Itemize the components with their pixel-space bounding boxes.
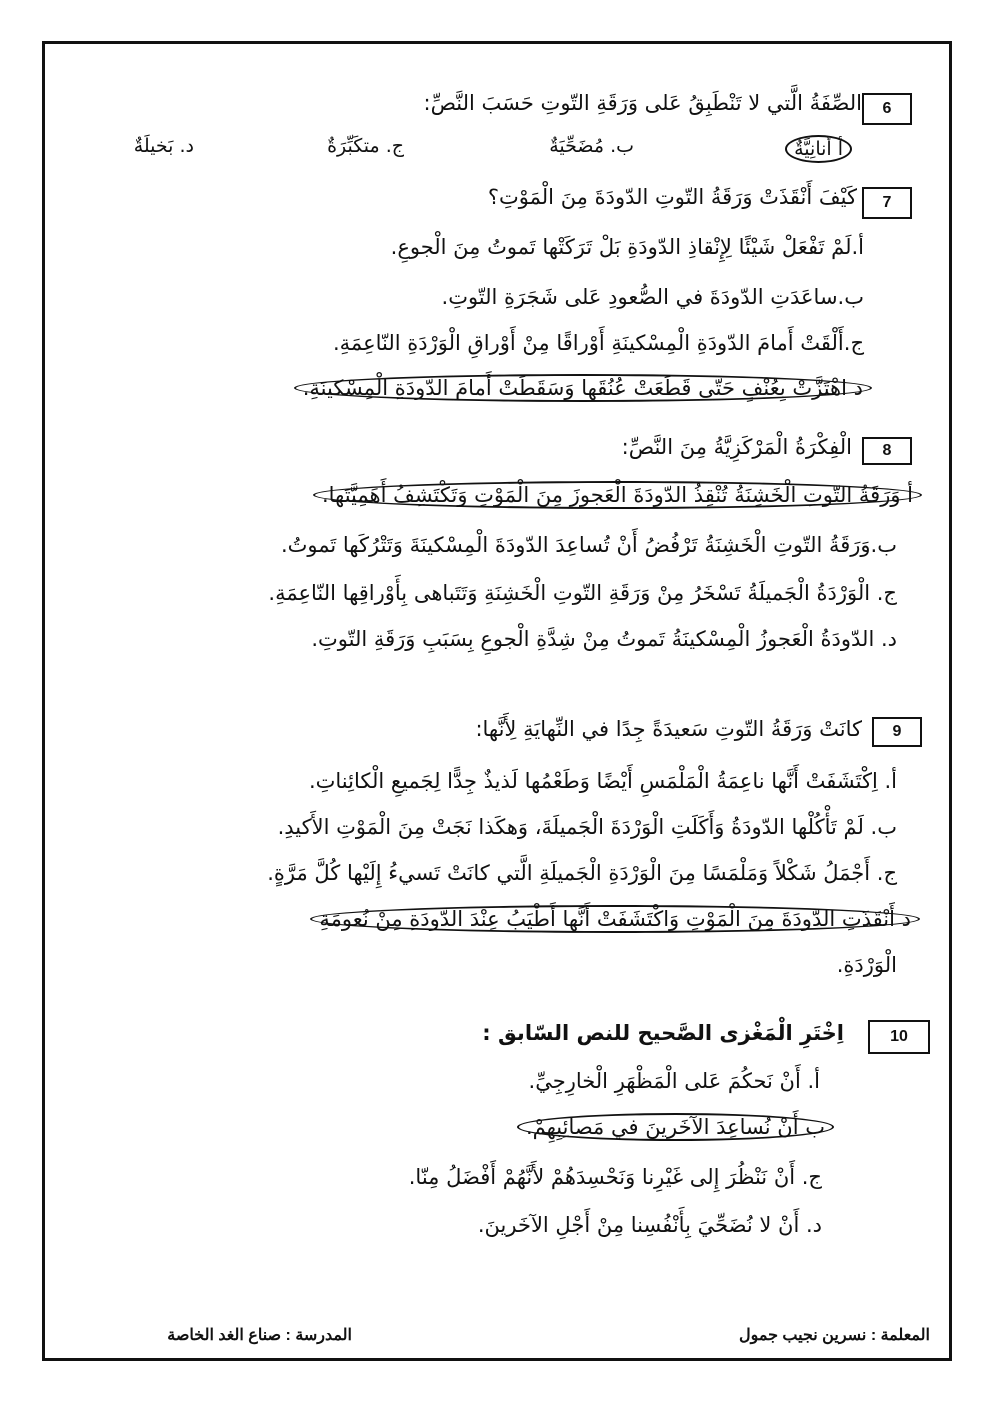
q7-option-a: أ.لَمْ تَفْعَلْ شَيْئًا لِإِنْقاذِ الدّودَةِ بَلْ تَرَكَتْها تَموتُ مِنَ الْجوعِ. bbox=[390, 235, 864, 259]
q6-option-c: ج. متكَبِّرَةٌ bbox=[327, 135, 404, 157]
question-10-stem: اِخْتَرِ الْمَغْزى الصَّحيح للنص السّابق : bbox=[482, 1021, 844, 1045]
q8-option-b: ب.وَرَقَةُ التّوتِ الْخَشِنَةُ تَرْفُضُ أَنْ تُساعِدَ الدّودَةَ الْمِسْكينَةَ وَتَتْرُكَها تَموتُ. bbox=[280, 533, 897, 557]
q10-option-b: ب أَنْ نُساعِدَ الآخَرينَ في مَصائِبِهِمْ. bbox=[511, 1112, 834, 1142]
q8-option-c: ج. الْوَرْدَةُ الْجَميلَةُ تَسْخَرُ مِنْ وَرَقَةِ التّوتِ الْخَشِنَةِ وَتَتَباهى بِأَوْراقِها النّاعِمَةِ. bbox=[268, 581, 897, 605]
question-7-stem: كَيْفَ أَنْقَذَتْ وَرَقَةُ التّوتِ الدّودَةَ مِنَ الْمَوْتِ؟ bbox=[487, 185, 857, 209]
q10-option-c: ج. أَنْ نَنْظُرَ إِلى غَيْرِنا وَنَحْسِدَهُمْ لأَنَّهُمْ أَفْضَلُ مِنّا. bbox=[408, 1165, 822, 1189]
q7-option-c: ج.أَلْقَتْ أَمامَ الدّودَةِ الْمِسْكينَةِ أَوْراقًا مِنْ أَوْراقِ الْوَرْدَةِ النّاعِمَةِ. bbox=[333, 331, 864, 355]
q8-option-d: د. الدّودَةُ الْعَجوزُ الْمِسْكينَةُ تَموتُ مِنْ شِدَّةِ الْجوعِ بِسَبَبِ وَرَقَةِ التّوتِ. bbox=[311, 627, 897, 651]
q7-option-d: د اهْتَزَّتْ بِعُنْفٍ حَتّى قَطَعَتْ عُنُقَها وَسَقَطَتْ أَمامَ الدّودَةِ الْمِسْكينَةِ. bbox=[288, 373, 872, 403]
question-6-stem: الصِّفَةُ الَّتي لا تَنْطَبِقُ عَلى وَرَقَةِ التّوتِ حَسَبَ النَّصِّ: bbox=[423, 91, 862, 115]
question-number-7: 7 bbox=[862, 187, 912, 219]
q6-option-a: أ أنانِيَّةٌ bbox=[779, 135, 852, 163]
q9-option-c: ج. أَجْمَلُ شَكْلاً وَمَلْمَسًا مِنَ الْوَرْدَةِ الْجَميلَةِ الَّتي كانَتْ تَسيءُ إِلَيْها كُلَّ مَرَّةٍ. bbox=[267, 861, 897, 885]
teacher-name: المعلمة : نسرين نجيب جمول bbox=[738, 1327, 930, 1344]
q10-option-a: أ. أَنْ نَحكُمَ عَلى الْمَظْهَرِ الْخارِجِيِّ. bbox=[528, 1069, 820, 1093]
q9-option-a: أ. اِكْتَشَفَتْ أَنَّها ناعِمَةُ الْمَلْمَسِ أَيْضًا وَطَعْمُها لَذيذٌ جِدًّا لِجَميعِ الْكائِناتِ. bbox=[308, 769, 897, 793]
question-9-stem: كانَتْ وَرَقَةُ التّوتِ سَعيدَةً جِدًا في النِّهايَةِ لِأَنَّها: bbox=[475, 717, 862, 741]
q9-option-d: د أَنْقَذَتِ الدّودَةَ مِنَ الْمَوْتِ وَاكْتَشَفَتْ أَنَّها أَطْيَبُ عِنْدَ الدّودَةِ مِنْ نُعومَةِ bbox=[304, 904, 920, 934]
q9-option-b: ب. لَمْ تَأْكُلْها الدّودَةُ وَأَكَلَتِ الْوَرْدَةَ الْجَميلَةَ، وَهكَذا نَجَتْ مِنَ الْمَوْتِ الأَكيدِ. bbox=[277, 815, 897, 839]
q8-option-a: أ وَرَقَةُ التّوتِ الْخَشِنَةُ تُنْقِذُ الدّودَةَ الْعَجوزَ مِنَ الْمَوْتِ وَتَكْتَشِفُ أَهَمِيَّتَها. bbox=[307, 480, 922, 510]
question-number-6: 6 bbox=[862, 93, 912, 125]
q10-option-d: د. أَنْ لا نُضَحِّيَ بِأَنْفُسِنا مِنْ أَجْلِ الآخَرينَ. bbox=[477, 1213, 822, 1237]
question-number-9: 9 bbox=[872, 717, 922, 747]
school-name: المدرسة : صناع الغد الخاصة bbox=[167, 1327, 352, 1344]
question-number-8: 8 bbox=[862, 437, 912, 465]
q9-option-d-continuation: الْوَرْدَةِ. bbox=[836, 953, 897, 977]
question-number-10: 10 bbox=[868, 1020, 930, 1054]
question-8-stem: الْفِكْرَةُ الْمَرْكَزِيَّةُ مِنَ النَّصِّ: bbox=[621, 435, 852, 459]
q7-option-b: ب.ساعَدَتِ الدّودَةَ في الصُّعودِ عَلى شَجَرَةِ التّوتِ. bbox=[441, 285, 864, 309]
q6-option-d: د. بَخيلَةٌ bbox=[133, 135, 194, 157]
q6-option-b: ب. مُضَحِّيَةٌ bbox=[549, 135, 634, 157]
